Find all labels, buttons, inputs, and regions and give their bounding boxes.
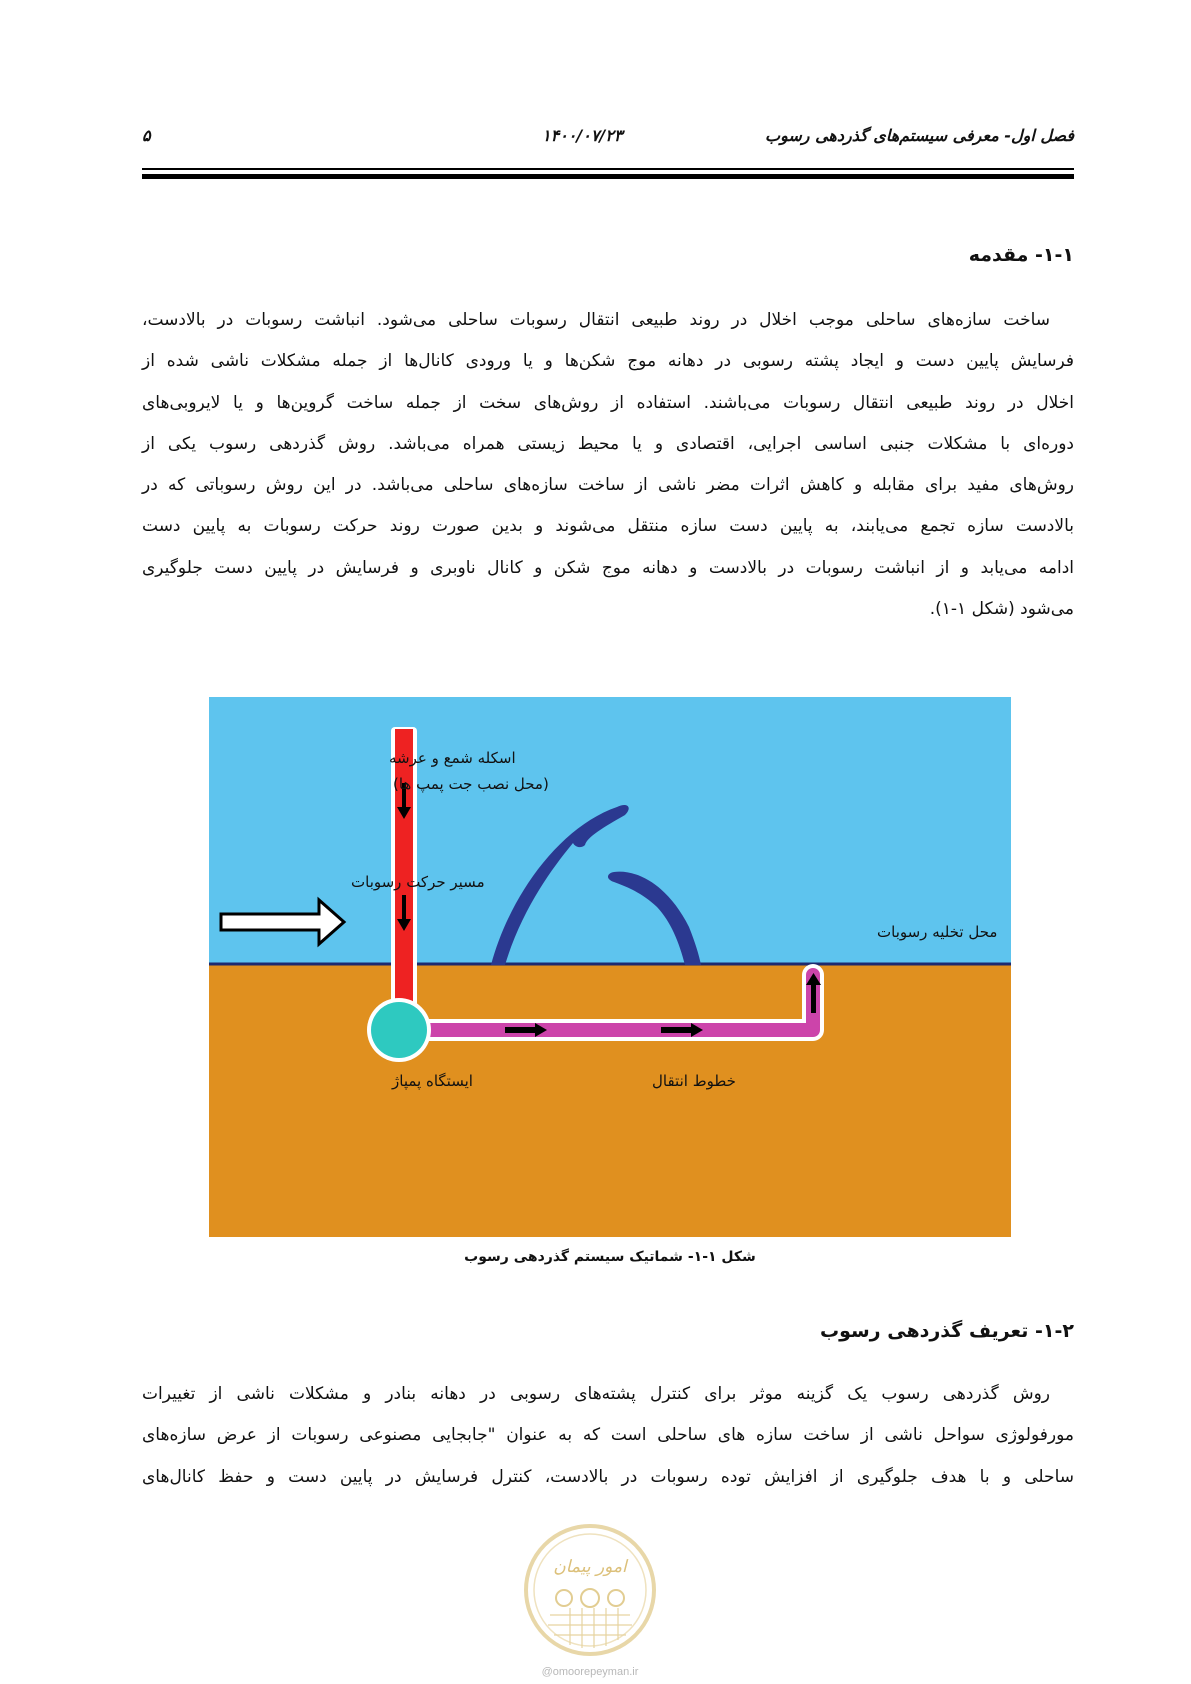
section-2-paragraph [142, 1374, 1074, 1498]
paragraph-line: فرسایش پایین دست و ایجاد پشته رسوبی در دهانه موج شکن‌ها و یا ورودی کانال‌ها از جمله مشکلات ناشی شده از [142, 351, 1074, 372]
section-1-paragraph [142, 300, 1074, 630]
label-jetty: اسکله شمع و عرشه [389, 749, 516, 767]
page-header [142, 126, 1074, 154]
paragraph-line: اخلال در روند طبیعی انتقال رسوبات می‌باشند. استفاده از روش‌های سخت از جمله ساخت گروین‌ها و یا لایروبی‌های [142, 392, 1074, 413]
label-transfer-lines: خطوط انتقال [652, 1072, 736, 1090]
paragraph-line: دوره‌ای با مشکلات جنبی اساسی اجرایی، اقتصادی و یا محیط زیستی همراه می‌باشد. روش گذردهی رسوب یکی از [142, 433, 1074, 454]
sediment-bypass-schematic [209, 697, 1011, 1237]
header-date: ۱۴۰۰/۰۷/۲۳ [542, 126, 623, 145]
section-heading-definition: ۱-۲- تعریف گذردهی رسوب [819, 1320, 1074, 1342]
pump-station-icon [371, 1002, 427, 1058]
header-rule-thin [142, 168, 1074, 170]
chapter-title: فصل اول- معرفی سیستم‌های گذردهی رسوب [765, 126, 1074, 145]
paragraph-line: بالادست سازه تجمع می‌یابند، به پایین دست سازه منتقل می‌شوند و بدین صورت روند حرکت رسوبات به پایین دست [142, 516, 1074, 537]
paragraph-line: ادامه می‌یابد و از انباشت رسوبات در بالادست و دهانه موج شکن و کانال ناوبری و فرسایش در پایین دست جلوگیری [142, 557, 1074, 578]
label-jetty-pumps: (محل نصب جت پمپ ها) [393, 775, 549, 793]
paragraph-line: ساخت سازه‌های ساحلی موجب اخلال در روند طبیعی انتقال رسوبات ساحلی می‌شود. انباشت رسوبات در بالادست، [142, 310, 1050, 330]
paragraph-line: می‌شود (شکل ۱-۱). [929, 599, 1074, 620]
label-sediment-path: مسیر حرکت رسوبات [351, 873, 485, 891]
header-rule-thick [142, 174, 1074, 179]
label-pump-station: ایستگاه پمپاژ [392, 1072, 473, 1090]
figure-caption: شکل ۱-۱- شماتیک سیستم گذردهی رسوب [464, 1249, 756, 1265]
section-heading-introduction: ۱-۱- مقدمه [968, 244, 1074, 266]
paragraph-line: روش‌های مفید برای مقابله و کاهش اثرات مضر ناشی از ساخت سازه‌های ساحلی می‌باشد. در این روش رسوباتی که در [142, 475, 1074, 496]
paragraph-line: روش گذردهی رسوب یک گزینه موثر برای کنترل پشته‌های رسوبی در دهانه بنادر و مشکلات ناشی از تغییرات [142, 1384, 1050, 1404]
paragraph-line: مورفولوژی سواحل ناشی از ساخت سازه های ساحلی است که به عنوان "جابجایی مصنوعی رسوبات از عرض سازه‌های [142, 1425, 1074, 1446]
land-area [209, 964, 1011, 1237]
svg-text:امور پیمان: امور پیمان [553, 1557, 627, 1577]
page-number: ۵ [142, 126, 151, 145]
label-discharge: محل تخلیه رسوبات [877, 923, 998, 941]
footer-handle: @omoorepeyman.ir [541, 1666, 639, 1678]
paragraph-line: ساحلی و با هدف جلوگیری از افزایش توده رسوبات در بالادست، کنترل فرسایش در پایین دست و حفظ کانال‌های [142, 1466, 1074, 1487]
watermark-logo [520, 1520, 660, 1660]
